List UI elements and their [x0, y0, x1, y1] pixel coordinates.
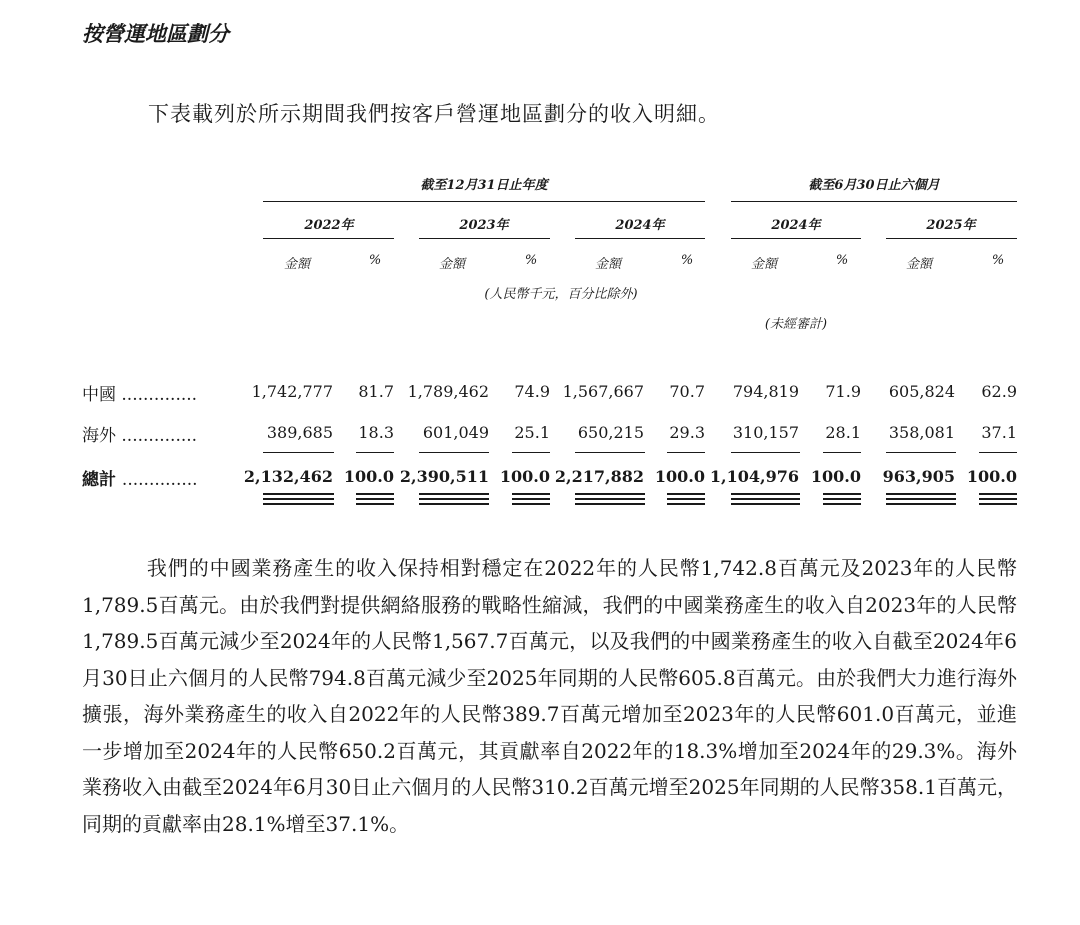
double-rule-line	[263, 503, 334, 505]
pct-header: %	[991, 253, 1005, 268]
double-rule-line	[886, 493, 956, 495]
double-rule-line	[419, 498, 489, 500]
amount-header: 金額	[750, 257, 778, 272]
table-cell: 389,685	[266, 423, 333, 442]
double-rule-line	[512, 493, 550, 495]
sum-rule	[886, 452, 956, 453]
year-rule	[263, 238, 394, 239]
table-cell: 601,049	[422, 423, 489, 442]
paragraph-text: 我們的中國業務產生的收入保持相對穩定在2022年的人民幣1,742.8百萬元及2023年的人民幣1,789.5百萬元。由於我們對提供網絡服務的戰略性縮減，我們的中國業務產生的收入自2023年的人民幣1,789.5百萬元減少至2024年的人民幣1,567.7百萬元，以及我們的中國業務產生的收入自截至2024年6月30日止六個月的人民幣794.8百萬元減少至2025年同期的人民幣605.8百萬元。由於我們大力進行海外擴張，海外業務產生的收入自2022年的人民幣389.7百萬元增加至2023年的人民幣601.0百萬元，並進一步增加至2024年的人民幣650.2百萬元，其貢獻率自2022年的18.3%增加至2024年的29.3%。海外業務收入由截至2024年6月30日止六個月的人民幣310.2百萬元增至2025年同期的人民幣358.1百萬元，同期的貢獻率由28.1%增至37.1%。	[82, 556, 1017, 836]
unaudited-note: (未經審計)	[764, 317, 828, 332]
amount-header: 金額	[438, 257, 466, 272]
group-rule-year	[263, 201, 705, 202]
year-header: 2024年	[615, 218, 665, 233]
table-cell: 100.0	[499, 467, 550, 486]
year-header: 2023年	[459, 218, 509, 233]
double-rule-line	[512, 498, 550, 500]
sum-rule	[979, 452, 1017, 453]
amount-header: 金額	[905, 257, 933, 272]
double-rule-line	[731, 493, 800, 495]
table-cell: 650,215	[577, 423, 644, 442]
table-cell: 81.7	[358, 382, 394, 401]
sum-rule	[512, 452, 550, 453]
double-rule-line	[512, 503, 550, 505]
table-cell: 358,081	[888, 423, 955, 442]
double-rule-line	[979, 503, 1017, 505]
double-rule-line	[979, 493, 1017, 495]
body-paragraph	[82, 550, 1017, 842]
sum-rule	[823, 452, 861, 453]
double-rule-line	[731, 498, 800, 500]
year-header: 2025年	[926, 218, 976, 233]
unit-note: (人民幣千元，百分比除外)	[484, 287, 638, 302]
table-cell: 71.9	[825, 382, 861, 401]
double-rule-line	[419, 503, 489, 505]
year-header: 2022年	[304, 218, 354, 233]
table-row-label: 海外 ..............	[82, 426, 198, 446]
double-rule-line	[263, 498, 334, 500]
double-rule-line	[356, 498, 394, 500]
double-rule-line	[886, 503, 956, 505]
table-cell: 62.9	[981, 382, 1017, 401]
double-rule-line	[823, 503, 861, 505]
table-cell: 2,390,511	[399, 467, 489, 486]
pct-header: %	[524, 253, 538, 268]
table-cell: 2,132,462	[243, 467, 333, 486]
double-rule-line	[667, 493, 705, 495]
table-cell: 37.1	[981, 423, 1017, 442]
table-cell: 74.9	[514, 382, 550, 401]
amount-header: 金額	[283, 257, 311, 272]
double-rule-line	[419, 493, 489, 495]
table-row-label: 總計 ..............	[82, 470, 198, 490]
double-rule-line	[356, 503, 394, 505]
year-rule	[731, 238, 861, 239]
sum-rule	[667, 452, 705, 453]
table-cell: 100.0	[654, 467, 705, 486]
double-rule-line	[979, 498, 1017, 500]
table-row-label: 中國 ..............	[82, 385, 198, 405]
sum-rule	[731, 452, 800, 453]
table-cell: 1,789,462	[407, 382, 489, 401]
table-cell: 28.1	[825, 423, 861, 442]
double-rule-line	[356, 493, 394, 495]
pct-header: %	[680, 253, 694, 268]
double-rule-line	[731, 503, 800, 505]
table-cell: 25.1	[514, 423, 550, 442]
table-cell: 29.3	[669, 423, 705, 442]
group-header-half: 截至6月30日止六個月	[808, 178, 940, 193]
table-cell: 310,157	[732, 423, 799, 442]
table-cell: 18.3	[358, 423, 394, 442]
sum-rule	[356, 452, 394, 453]
table-cell: 100.0	[343, 467, 394, 486]
table-cell: 1,104,976	[709, 467, 799, 486]
table-cell: 1,567,667	[562, 382, 644, 401]
double-rule-line	[575, 498, 645, 500]
table-cell: 70.7	[669, 382, 705, 401]
sum-rule	[263, 452, 334, 453]
intro-text: 下表載列於所示期間我們按客戶營運地區劃分的收入明細。	[148, 102, 720, 126]
double-rule-line	[823, 498, 861, 500]
group-rule-half	[731, 201, 1017, 202]
table-cell: 2,217,882	[554, 467, 644, 486]
pct-header: %	[368, 253, 382, 268]
double-rule-line	[823, 493, 861, 495]
table-cell: 100.0	[810, 467, 861, 486]
table-cell: 963,905	[882, 467, 955, 486]
year-rule	[575, 238, 705, 239]
amount-header: 金額	[594, 257, 622, 272]
sum-rule	[575, 452, 645, 453]
sum-rule	[419, 452, 489, 453]
table-cell: 605,824	[888, 382, 955, 401]
group-header-year: 截至12月31日止年度	[420, 178, 548, 193]
table-cell: 794,819	[732, 382, 799, 401]
table-cell: 100.0	[966, 467, 1017, 486]
double-rule-line	[575, 503, 645, 505]
table-cell: 1,742,777	[251, 382, 333, 401]
double-rule-line	[667, 498, 705, 500]
double-rule-line	[667, 503, 705, 505]
double-rule-line	[263, 493, 334, 495]
pct-header: %	[835, 253, 849, 268]
double-rule-line	[575, 493, 645, 495]
year-rule	[886, 238, 1017, 239]
year-header: 2024年	[771, 218, 821, 233]
year-rule	[419, 238, 550, 239]
double-rule-line	[886, 498, 956, 500]
section-heading: 按營運地區劃分	[82, 21, 229, 46]
